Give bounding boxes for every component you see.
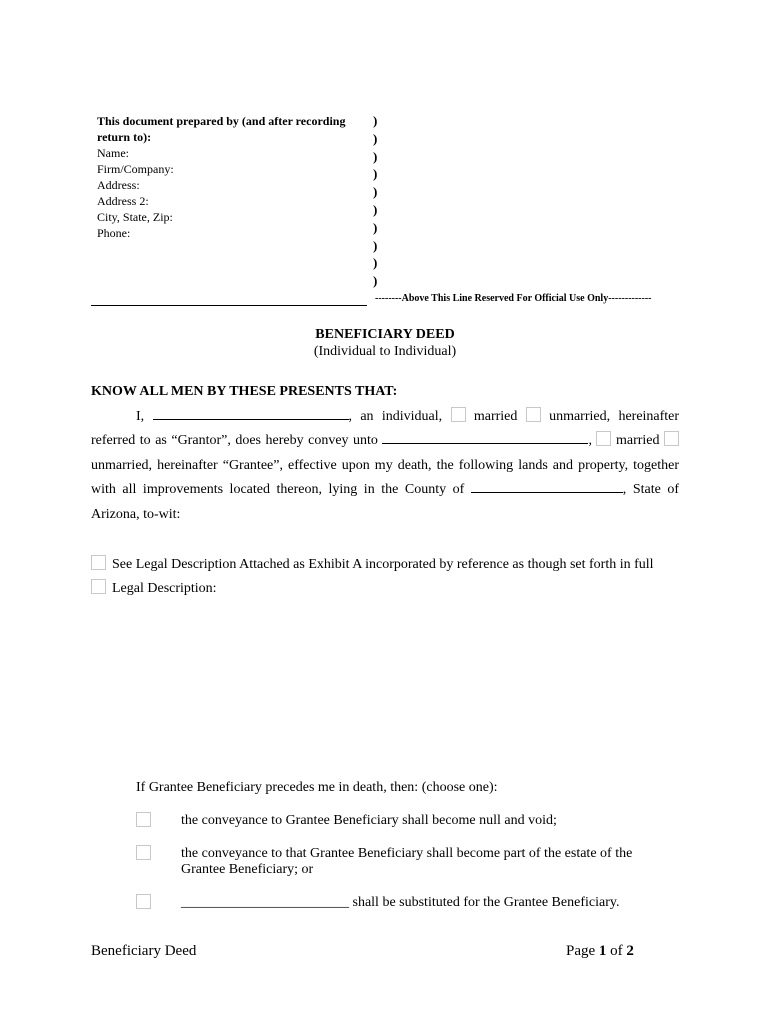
paren: ): [373, 130, 378, 146]
grantor-married-checkbox[interactable]: [451, 407, 466, 422]
legal-option-exhibit: [91, 555, 654, 573]
paren: ): [373, 184, 378, 200]
footer-page-number: [566, 943, 634, 960]
substitute-text: shall be substituted for the Grantee Beneficiary.: [349, 895, 620, 910]
grantee-unmarried-checkbox[interactable]: [664, 431, 679, 446]
parenthesis-column: [373, 112, 377, 290]
paren: ): [373, 273, 378, 289]
unmarried-hereinafter-text: unmarried, hereinafter: [549, 409, 680, 424]
grantee-married-checkbox[interactable]: [596, 431, 611, 446]
paren: ): [373, 148, 378, 164]
paren: ): [373, 166, 378, 182]
page-current: 1: [598, 943, 607, 959]
substitute-name-blank[interactable]: ________________________: [181, 895, 349, 910]
county-prefix: with all improvements located thereon, lying in the County of: [91, 482, 465, 498]
state-of-text: , State of: [622, 482, 680, 498]
married-label-2: married: [615, 433, 660, 449]
paren: ): [373, 255, 378, 271]
referred-grantor-text: referred to as “Grantor”, does hereby convey unto: [91, 433, 378, 449]
deed-subtitle: (Individual to Individual): [313, 344, 457, 359]
para-line-5: Arizona, to-wit:: [91, 506, 181, 522]
predecease-intro: If Grantee Beneficiary precedes me in death, then: (choose one):: [136, 780, 498, 795]
field-city-state-zip: City, State, Zip:: [97, 210, 173, 224]
estate-text: the conveyance to that Grantee Beneficiary shall become part of the estate of the Grantee Beneficiary; or: [181, 846, 633, 877]
para-line-2: [91, 429, 679, 453]
null-void-checkbox[interactable]: [136, 812, 151, 827]
para-line-1: [91, 405, 679, 429]
substitute-checkbox[interactable]: [136, 894, 151, 909]
legal-description-label: Legal Description:: [112, 581, 217, 596]
field-firm: Firm/Company:: [97, 162, 174, 176]
married-label: married: [473, 409, 518, 424]
prepared-by-heading: This document prepared by (and after recording: [97, 114, 346, 128]
legal-option-description: [91, 579, 217, 597]
recording-divider-line: [91, 305, 367, 306]
deed-title: BENEFICIARY DEED: [315, 327, 455, 342]
county-blank[interactable]: [471, 478, 623, 493]
of-word: of: [610, 943, 623, 959]
grantor-name-blank[interactable]: [153, 405, 349, 420]
paren: ): [373, 201, 378, 217]
exhibit-a-checkbox[interactable]: [91, 555, 106, 570]
an-individual-text: , an individual,: [348, 409, 443, 424]
para-line-3: unmarried, hereinafter “Grantee”, effective upon my death, the following lands and property, together: [91, 457, 679, 473]
footer-doc-title: Beneficiary Deed: [91, 943, 197, 959]
exhibit-a-text: See Legal Description Attached as Exhibit A incorporated by reference as though set forth in full: [112, 557, 654, 572]
know-all-men-heading: KNOW ALL MEN BY THESE PRESENTS THAT:: [91, 384, 398, 399]
para-line-4: [91, 478, 679, 502]
estate-checkbox[interactable]: [136, 845, 151, 860]
paren: ): [373, 219, 378, 235]
legal-description-checkbox[interactable]: [91, 579, 106, 594]
field-name: Name:: [97, 146, 129, 160]
substitute-line: [181, 895, 679, 911]
field-address2: Address 2:: [97, 194, 149, 208]
field-address: Address:: [97, 178, 140, 192]
grantor-unmarried-checkbox[interactable]: [526, 407, 541, 422]
reserved-official-use: --------Above This Line Reserved For Official Use Only-------------: [375, 293, 652, 304]
paren: ): [373, 237, 378, 253]
paren: ): [373, 113, 378, 128]
comma: ,: [588, 433, 592, 449]
return-to-heading: return to):: [97, 130, 152, 144]
grantee-name-blank[interactable]: [382, 429, 588, 444]
page-total: 2: [626, 943, 634, 959]
field-phone: Phone:: [97, 226, 131, 240]
page-word: Page: [566, 943, 596, 959]
grant-paragraph: [91, 405, 679, 527]
preparer-block: [97, 113, 372, 241]
null-void-text: the conveyance to Grantee Beneficiary shall become null and void;: [181, 813, 557, 828]
i-prefix: I,: [136, 409, 145, 424]
